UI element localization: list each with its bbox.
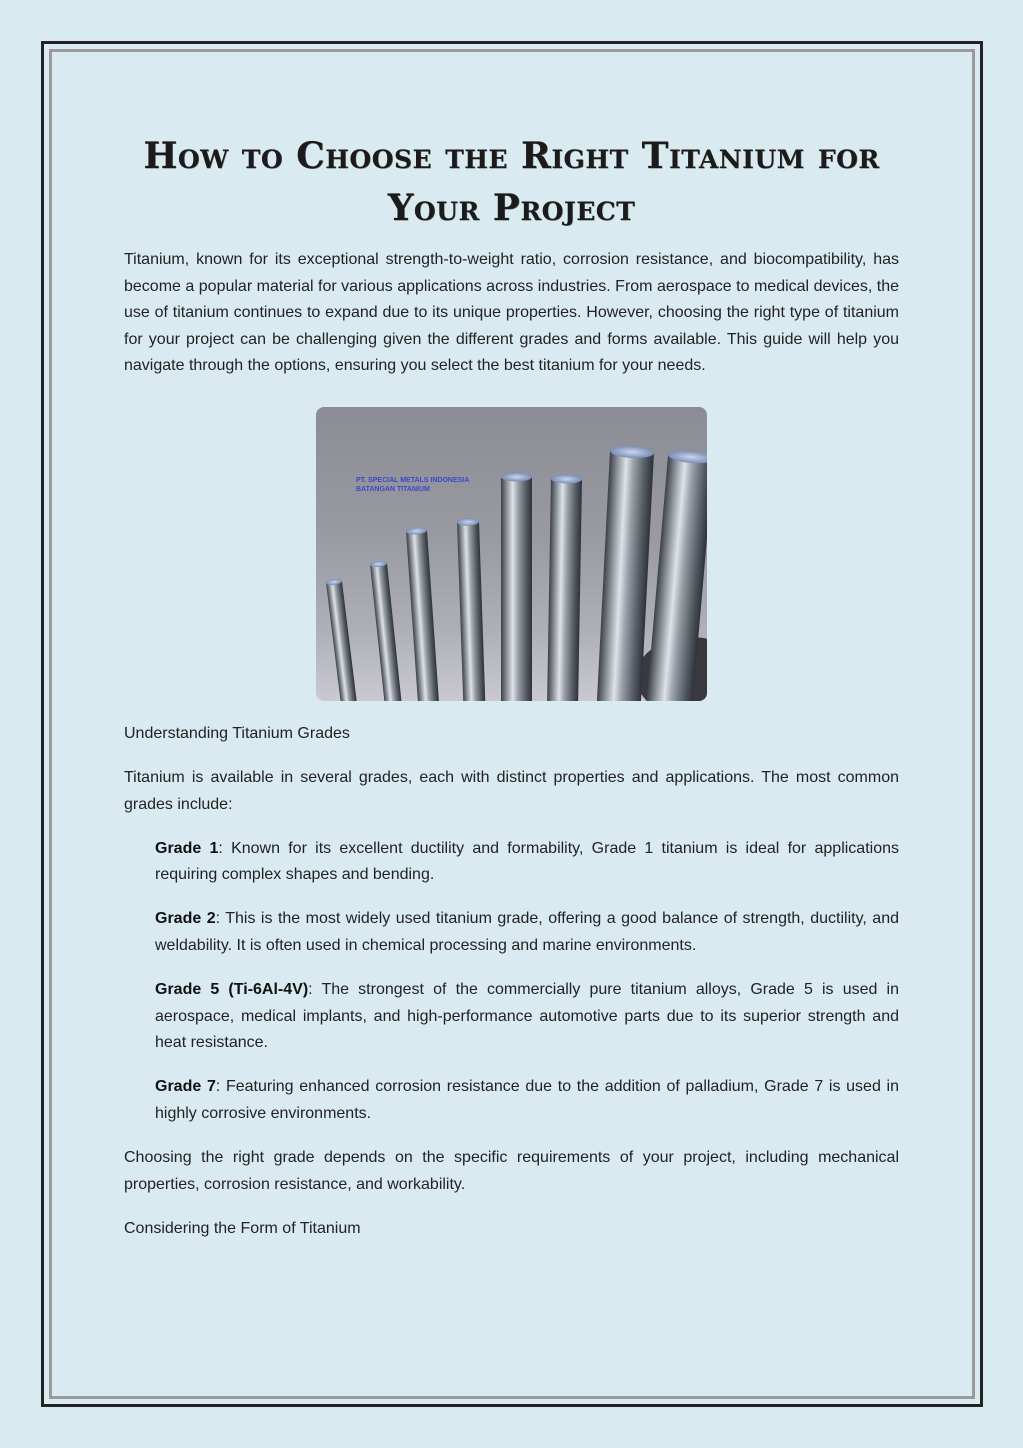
photo-caption-line-1: PT. SPECIAL METALS INDONESIA: [356, 476, 470, 484]
grades-intro-paragraph: Titanium is available in several grades, each with distinct properties and applications. The most common grades include:: [124, 769, 899, 813]
grade-description: : Featuring enhanced corrosion resistance due to the addition of palladium, Grade 7 is used in highly corrosive environments.: [155, 1078, 899, 1122]
document-body: [124, 130, 899, 1242]
document-title: [124, 130, 899, 234]
title-line-2: Your Project: [387, 187, 636, 229]
grade-description: : This is the most widely used titanium grade, offering a good balance of strength, ductility, and weldability. It is often used in chemical processing and marine environments.: [155, 910, 899, 955]
intro-paragraph: Titanium, known for its exceptional strength-to-weight ratio, corrosion resistance, and biocompatibility, has become a popular material for various applications across industries. From aerospace to medical devices, the use of titanium continues to expand due to its unique properties. However, choosing the right type of titanium for your project can be challenging given the different grades and forms available. This guide will help you navigate through the options, ensuring you select the best titanium for your needs.: [124, 251, 899, 375]
section-heading-grades: Understanding Titanium Grades: [124, 724, 350, 742]
photo-caption-line-2: BATANGAN TITANIUM: [356, 485, 430, 493]
grade-item: [124, 1074, 899, 1127]
grade-label: Grade 5 (Ti-6Al-4V): [155, 981, 309, 999]
grade-description: : The strongest of the commercially pure titanium alloys, Grade 5 is used in aerospace, medical implants, and high-performance automotive parts due to its superior strength and heat resistance.: [155, 981, 899, 1052]
section-heading-form: Considering the Form of Titanium: [124, 1219, 361, 1237]
titanium-bars-photo: [316, 407, 707, 701]
grade-item: [124, 836, 899, 889]
grade-label: Grade 1: [155, 839, 219, 857]
grade-label: Grade 2: [155, 910, 216, 928]
grade-description: : Known for its excellent ductility and formability, Grade 1 titanium is ideal for applications requiring complex shapes and bending.: [155, 839, 899, 884]
grade-item: [124, 906, 899, 959]
grade-item: [124, 977, 899, 1057]
grade-label: Grade 7: [155, 1078, 216, 1096]
grades-conclusion-paragraph: Choosing the right grade depends on the specific requirements of your project, including mechanical properties, corrosion resistance, and workability.: [124, 1149, 899, 1193]
title-line-1: How to Choose the Right Titanium for: [143, 135, 880, 177]
